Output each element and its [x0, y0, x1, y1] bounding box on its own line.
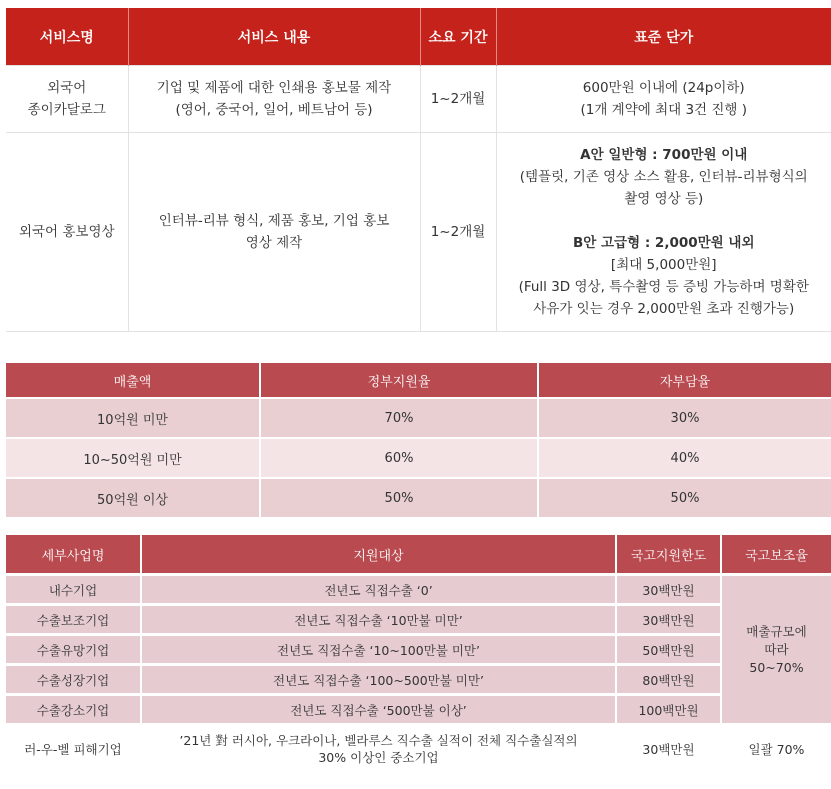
- subsidy-table: [6, 535, 831, 772]
- header-period: 소요 기간: [420, 8, 496, 66]
- plan-b-title: B안 고급형 : 2,000만원 내외: [572, 235, 755, 251]
- table-row: [6, 478, 831, 517]
- header-self-rate: 자부담율: [538, 363, 831, 398]
- table-row: [6, 665, 831, 695]
- table-row: [6, 398, 831, 438]
- limit-cell: 30백만원: [616, 725, 721, 773]
- header-subsidy-rate: 국고보조율: [721, 535, 831, 575]
- sub-project-cell: 러-우-벨 피해기업: [6, 725, 141, 773]
- table-row: [6, 438, 831, 478]
- limit-cell: 30백만원: [616, 605, 721, 635]
- target-cell: 전년도 직접수출 ‘100~500만불 미만’: [141, 665, 616, 695]
- plan-a-title: A안 일반형 : 700만원 이내: [580, 147, 748, 163]
- plan-a-desc: (템플릿, 기존 영상 소스 활용, 인터뷰-리뷰형식의: [519, 169, 808, 185]
- plan-b-desc: (Full 3D 영상, 특수촬영 등 증빙 가능하며 명확한: [518, 279, 809, 295]
- table-row: [6, 635, 831, 665]
- ratio-line: 따라: [764, 641, 789, 657]
- sub-project-cell: 수출강소기업: [6, 695, 141, 725]
- service-name-cell: 외국어 홍보영상: [6, 133, 128, 332]
- table-row: [6, 575, 831, 605]
- header-service-content: 서비스 내용: [128, 8, 420, 66]
- self-rate-cell: 30%: [538, 398, 831, 438]
- table-row: [6, 725, 831, 773]
- target-cell: [141, 725, 616, 773]
- price-line: (1개 계약에 최대 3건 진행 ): [580, 102, 748, 118]
- period-cell: 1~2개월: [420, 66, 496, 133]
- limit-cell: 100백만원: [616, 695, 721, 725]
- table-row: [6, 66, 831, 133]
- ratio-line: 50~70%: [749, 659, 804, 675]
- price-cell: [496, 66, 831, 133]
- support-rate-table: [6, 363, 831, 517]
- target-line: ’21년 對 러시아, 우크라이나, 벨라루스 직수출 실적이 전체 직수출실적의: [179, 733, 578, 748]
- gov-rate-cell: 60%: [260, 438, 538, 478]
- ratio-line: 매출규모에: [746, 623, 807, 639]
- header-standard-price: 표준 단가: [496, 8, 831, 66]
- revenue-cell: 50억원 이상: [6, 478, 260, 517]
- subsidy-rate-cell: 일괄 70%: [721, 725, 831, 773]
- target-cell: 전년도 직접수출 ‘500만불 이상’: [141, 695, 616, 725]
- table-row: [6, 695, 831, 725]
- limit-cell: 50백만원: [616, 635, 721, 665]
- service-content-cell: [128, 133, 420, 332]
- service-name-line: 종이카달로그: [27, 102, 106, 118]
- content-line: 인터뷰-리뷰 형식, 제품 홍보, 기업 홍보: [158, 213, 390, 229]
- header-limit: 국고지원한도: [616, 535, 721, 575]
- header-revenue: 매출액: [6, 363, 260, 398]
- revenue-cell: 10억원 미만: [6, 398, 260, 438]
- content-line: 영상 제작: [245, 235, 303, 251]
- subsidy-rate-cell: [721, 575, 831, 725]
- plan-b-desc: 사유가 잇는 경우 2,000만원 초과 진행가능): [533, 301, 795, 317]
- table-row: [6, 605, 831, 635]
- sub-project-cell: 수출유망기업: [6, 635, 141, 665]
- content-line: (영어, 중국어, 일어, 베트남어 등): [175, 102, 373, 118]
- target-cell: 전년도 직접수출 ‘10~100만불 미만’: [141, 635, 616, 665]
- sub-project-cell: 내수기업: [6, 575, 141, 605]
- limit-cell: 30백만원: [616, 575, 721, 605]
- service-name-cell: [6, 66, 128, 133]
- plan-a-desc: 촬영 영상 등): [624, 191, 704, 207]
- revenue-cell: 10~50억원 미만: [6, 438, 260, 478]
- content-line: 기업 및 제품에 대한 인쇄용 홍보물 제작: [156, 80, 392, 96]
- spacer: [497, 210, 831, 232]
- service-content-cell: [128, 66, 420, 133]
- period-cell: 1~2개월: [420, 133, 496, 332]
- self-rate-cell: 40%: [538, 438, 831, 478]
- price-cell: [496, 133, 831, 332]
- target-line: 30% 이상인 중소기업: [318, 750, 439, 765]
- plan-b-max: [최대 5,000만원]: [610, 257, 717, 273]
- gov-rate-cell: 50%: [260, 478, 538, 517]
- header-sub-project: 세부사업명: [6, 535, 141, 575]
- target-cell: 전년도 직접수출 ‘0’: [141, 575, 616, 605]
- table-row: [6, 133, 831, 332]
- target-cell: 전년도 직접수출 ‘10만불 미만’: [141, 605, 616, 635]
- limit-cell: 80백만원: [616, 665, 721, 695]
- service-price-table: [6, 8, 831, 332]
- header-service-name: 서비스명: [6, 8, 128, 66]
- sub-project-cell: 수출보조기업: [6, 605, 141, 635]
- gov-rate-cell: 70%: [260, 398, 538, 438]
- sub-project-cell: 수출성장기업: [6, 665, 141, 695]
- price-line: 600만원 이내에 (24p이하): [582, 80, 745, 96]
- header-gov-rate: 정부지원율: [260, 363, 538, 398]
- header-target: 지원대상: [141, 535, 616, 575]
- service-name-line: 외국어: [47, 80, 87, 96]
- self-rate-cell: 50%: [538, 478, 831, 517]
